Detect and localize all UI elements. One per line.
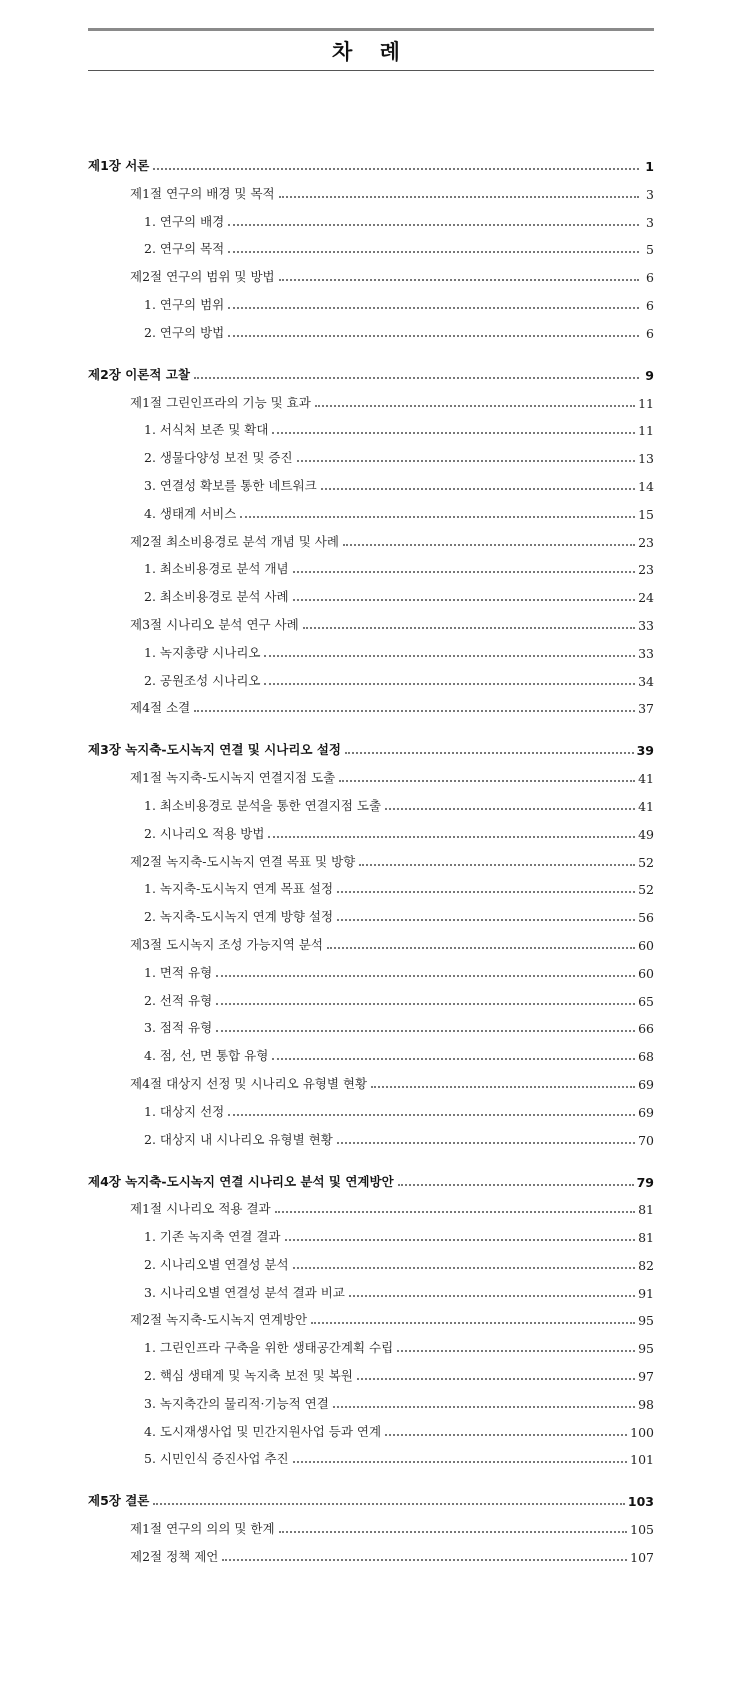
toc-subsection-entry-page-number: 69 (638, 1104, 654, 1120)
toc-subsection-entry[interactable] (88, 1414, 654, 1442)
toc-subsection-entry-label: 2. 핵심 생태계 및 녹지축 보전 및 복원 (144, 1368, 353, 1384)
toc-subsection-entry-page-number: 101 (630, 1452, 654, 1468)
toc-subsection-entry-label: 2. 공원조성 시나리오 (144, 672, 261, 688)
chapter-block (88, 730, 654, 1149)
toc-subsection-entry-page-number: 15 (638, 506, 654, 522)
dot-leader (337, 1142, 635, 1144)
dot-leader (357, 1378, 635, 1380)
dot-leader (216, 975, 635, 977)
toc-subsection-entry-label: 1. 최소비용경로 분석을 통한 연결지점 도출 (144, 797, 382, 813)
toc-subsection-entry[interactable] (88, 468, 654, 496)
toc-chapter-entry-page-number: 9 (645, 367, 654, 383)
toc-subsection-entry-page-number: 6 (646, 325, 654, 341)
toc-subsection-entry[interactable] (88, 287, 654, 315)
toc-subsection-entry-label: 2. 생물다양성 보전 및 증진 (144, 450, 293, 466)
toc-chapter-entry[interactable] (88, 730, 654, 760)
toc-section-entry[interactable] (88, 1066, 654, 1094)
dot-leader (321, 488, 635, 490)
toc-section-entry[interactable] (88, 1303, 654, 1331)
dot-leader (398, 1184, 634, 1186)
dot-leader (228, 224, 639, 226)
toc-subsection-entry-page-number: 24 (638, 590, 654, 606)
toc-section-entry-label: 제2절 연구의 범위 및 방법 (130, 269, 275, 285)
dot-leader (349, 1295, 635, 1297)
toc-subsection-entry[interactable] (88, 552, 654, 580)
toc-subsection-entry-label: 3. 시나리오별 연결성 분석 결과 비교 (144, 1284, 345, 1300)
toc-chapter-entry-page-number: 39 (636, 743, 654, 759)
toc-subsection-entry[interactable] (88, 1122, 654, 1150)
dot-leader (268, 836, 635, 838)
toc-subsection-entry[interactable] (88, 663, 654, 691)
toc-subsection-entry-page-number: 41 (638, 798, 654, 814)
toc-subsection-entry-page-number: 100 (630, 1424, 654, 1440)
toc-subsection-entry-page-number: 70 (638, 1132, 654, 1148)
toc-subsection-entry-page-number: 33 (638, 645, 654, 661)
dot-leader (293, 571, 635, 573)
toc-subsection-entry[interactable] (88, 788, 654, 816)
toc-subsection-entry-label: 5. 시민인식 증진사업 추진 (144, 1451, 289, 1467)
toc-subsection-entry-label: 1. 그린인프라 구축을 위한 생태공간계획 수립 (144, 1340, 394, 1356)
toc-subsection-entry-page-number: 34 (638, 673, 654, 689)
dot-leader (240, 516, 635, 518)
dot-leader (343, 544, 635, 546)
table-of-contents (88, 146, 654, 1579)
toc-subsection-entry-label: 1. 최소비용경로 분석 개념 (144, 561, 289, 577)
toc-subsection-entry-label: 2. 시나리오 적용 방법 (144, 825, 265, 841)
title-underline (88, 70, 654, 71)
toc-chapter-entry-page-number: 103 (627, 1494, 654, 1510)
toc-subsection-entry-label: 2. 최소비용경로 분석 사례 (144, 589, 289, 605)
dot-leader (303, 627, 635, 629)
toc-section-entry-label: 제1절 녹지축-도시녹지 연결지점 도출 (130, 770, 336, 786)
toc-section-entry[interactable] (88, 259, 654, 287)
dot-leader (222, 1559, 627, 1561)
toc-subsection-entry-page-number: 98 (638, 1396, 654, 1412)
toc-section-entry[interactable] (88, 760, 654, 788)
toc-section-entry-label: 제2절 최소비용경로 분석 개념 및 사례 (130, 533, 339, 549)
toc-subsection-entry[interactable] (88, 496, 654, 524)
toc-subsection-entry-label: 4. 점, 선, 면 통합 유형 (144, 1048, 269, 1064)
dot-leader (194, 710, 635, 712)
dot-leader (385, 808, 635, 810)
toc-subsection-entry-page-number: 5 (646, 242, 654, 258)
toc-subsection-entry-label: 2. 녹지축-도시녹지 연계 방향 설정 (144, 909, 334, 925)
toc-subsection-entry-label: 2. 대상지 내 시나리오 유형별 현황 (144, 1131, 333, 1147)
toc-subsection-entry-label: 1. 연구의 배경 (144, 213, 225, 229)
dot-leader (371, 1086, 635, 1088)
chapter-block (88, 1481, 654, 1567)
toc-subsection-entry-label: 2. 시나리오별 연결성 분석 (144, 1256, 289, 1272)
toc-subsection-entry[interactable] (88, 1358, 654, 1386)
dot-leader (285, 1239, 636, 1241)
dot-leader (228, 251, 639, 253)
dot-leader (333, 1406, 635, 1408)
toc-section-entry-page-number: 23 (638, 534, 654, 550)
toc-section-entry-page-number: 95 (638, 1313, 654, 1329)
dot-leader (293, 1267, 635, 1269)
toc-subsection-entry[interactable] (88, 1330, 654, 1358)
toc-section-entry-page-number: 81 (638, 1202, 654, 1218)
toc-section-entry-page-number: 33 (638, 617, 654, 633)
toc-subsection-entry-label: 3. 녹지축간의 물리적·기능적 연결 (144, 1395, 329, 1411)
toc-section-entry[interactable] (88, 385, 654, 413)
toc-section-entry-label: 제4절 소결 (130, 700, 191, 716)
toc-subsection-entry-label: 2. 연구의 방법 (144, 324, 225, 340)
toc-section-entry-page-number: 105 (630, 1522, 654, 1538)
dot-leader (297, 460, 636, 462)
toc-section-entry-page-number: 11 (638, 395, 654, 411)
toc-subsection-entry[interactable] (88, 1247, 654, 1275)
toc-subsection-entry-page-number: 97 (638, 1369, 654, 1385)
toc-chapter-entry[interactable] (88, 1162, 654, 1192)
dot-leader (216, 1003, 635, 1005)
dot-leader (385, 1434, 627, 1436)
toc-subsection-entry-label: 1. 기존 녹지축 연결 결과 (144, 1229, 281, 1245)
chapter-block (88, 1162, 654, 1470)
toc-subsection-entry-page-number: 23 (638, 562, 654, 578)
dot-leader (293, 1461, 628, 1463)
toc-chapter-entry[interactable] (88, 1481, 654, 1511)
toc-subsection-entry[interactable] (88, 955, 654, 983)
page-title: 차 례 (332, 40, 410, 64)
toc-subsection-entry-label: 3. 연결성 확보를 통한 네트워크 (144, 477, 317, 493)
toc-section-entry[interactable] (88, 1511, 654, 1539)
toc-chapter-entry[interactable] (88, 146, 654, 176)
chapter-block (88, 146, 654, 343)
dot-leader (228, 307, 639, 309)
toc-subsection-entry-label: 4. 생태계 서비스 (144, 505, 237, 521)
toc-subsection-entry-page-number: 82 (638, 1257, 654, 1273)
toc-subsection-entry-page-number: 14 (638, 478, 654, 494)
toc-subsection-entry[interactable] (88, 1011, 654, 1039)
toc-section-entry-page-number: 37 (638, 701, 654, 717)
dot-leader (337, 919, 635, 921)
toc-section-entry-label: 제2절 녹지축-도시녹지 연계방안 (130, 1312, 308, 1328)
toc-section-entry-label: 제1절 연구의 의의 및 한계 (130, 1521, 275, 1537)
toc-subsection-entry[interactable] (88, 315, 654, 343)
toc-subsection-entry[interactable] (88, 899, 654, 927)
toc-subsection-entry[interactable] (88, 816, 654, 844)
dot-leader (279, 196, 639, 198)
top-rule (88, 28, 654, 31)
toc-subsection-entry-page-number: 95 (638, 1341, 654, 1357)
toc-section-entry-page-number: 41 (638, 771, 654, 787)
toc-section-entry-label: 제1절 연구의 배경 및 목적 (130, 185, 275, 201)
toc-subsection-entry[interactable] (88, 232, 654, 260)
toc-section-entry-page-number: 107 (630, 1550, 654, 1566)
dot-leader (264, 655, 635, 657)
toc-subsection-entry[interactable] (88, 440, 654, 468)
toc-subsection-entry[interactable] (88, 1275, 654, 1303)
dot-leader (359, 864, 635, 866)
chapter-block (88, 355, 654, 719)
dot-leader (327, 947, 635, 949)
dot-leader (228, 335, 639, 337)
toc-chapter-entry-label: 제2장 이론적 고찰 (88, 366, 190, 382)
dot-leader (228, 1114, 635, 1116)
dot-leader (345, 752, 634, 754)
toc-section-entry-label: 제3절 도시녹지 조성 가능지역 분석 (130, 936, 323, 952)
toc-subsection-entry[interactable] (88, 1038, 654, 1066)
toc-subsection-entry[interactable] (88, 1094, 654, 1122)
toc-subsection-entry-page-number: 6 (646, 297, 654, 313)
dot-leader (194, 377, 639, 379)
toc-subsection-entry-page-number: 13 (638, 451, 654, 467)
toc-section-entry-page-number: 60 (638, 937, 654, 953)
toc-section-entry[interactable] (88, 176, 654, 204)
toc-subsection-entry-page-number: 68 (638, 1049, 654, 1065)
toc-section-entry[interactable] (88, 524, 654, 552)
toc-subsection-entry[interactable] (88, 635, 654, 663)
toc-section-entry[interactable] (88, 844, 654, 872)
toc-subsection-entry-page-number: 3 (646, 214, 654, 230)
toc-section-entry-label: 제4절 대상지 선정 및 시나리오 유형별 현황 (130, 1075, 368, 1091)
dot-leader (311, 1322, 635, 1324)
toc-subsection-entry-label: 2. 선적 유형 (144, 992, 213, 1008)
toc-section-entry-label: 제3절 시나리오 분석 연구 사례 (130, 616, 299, 632)
toc-subsection-entry-label: 4. 도시재생사업 및 민간지원사업 등과 연계 (144, 1423, 382, 1439)
toc-section-entry-label: 제2절 녹지축-도시녹지 연결 목표 및 방향 (130, 853, 356, 869)
toc-subsection-entry-page-number: 52 (638, 882, 654, 898)
dot-leader (153, 168, 639, 170)
toc-chapter-entry-label: 제5장 결론 (88, 1493, 150, 1509)
toc-chapter-entry-label: 제4장 녹지축-도시녹지 연결 시나리오 분석 및 연계방안 (88, 1173, 394, 1189)
toc-chapter-entry[interactable] (88, 355, 654, 385)
toc-subsection-entry-page-number: 49 (638, 826, 654, 842)
toc-section-entry-page-number: 52 (638, 854, 654, 870)
toc-subsection-entry[interactable] (88, 1219, 654, 1247)
toc-subsection-entry-label: 1. 서식처 보존 및 확대 (144, 422, 269, 438)
toc-subsection-entry-page-number: 11 (638, 423, 654, 439)
toc-subsection-entry[interactable] (88, 872, 654, 900)
toc-subsection-entry-page-number: 91 (638, 1285, 654, 1301)
toc-subsection-entry[interactable] (88, 1386, 654, 1414)
dot-leader (272, 1058, 635, 1060)
toc-section-entry-page-number: 3 (646, 186, 654, 202)
toc-subsection-entry[interactable] (88, 204, 654, 232)
toc-subsection-entry-page-number: 56 (638, 910, 654, 926)
toc-subsection-entry[interactable] (88, 1442, 654, 1470)
toc-subsection-entry-label: 1. 면적 유형 (144, 964, 213, 980)
toc-subsection-entry-page-number: 66 (638, 1021, 654, 1037)
toc-subsection-entry[interactable] (88, 579, 654, 607)
toc-subsection-entry-page-number: 65 (638, 993, 654, 1009)
dot-leader (397, 1350, 635, 1352)
toc-chapter-entry-label: 제1장 서론 (88, 158, 150, 173)
toc-section-entry-label: 제1절 시나리오 적용 결과 (130, 1201, 271, 1217)
toc-subsection-entry[interactable] (88, 413, 654, 441)
toc-section-entry-page-number: 69 (638, 1076, 654, 1092)
dot-leader (339, 780, 635, 782)
dot-leader (279, 1531, 628, 1533)
toc-section-entry-label: 제2절 정책 제언 (130, 1549, 219, 1565)
toc-subsection-entry-page-number: 60 (638, 965, 654, 981)
toc-section-entry-page-number: 6 (646, 270, 654, 286)
dot-leader (272, 432, 635, 434)
toc-subsection-entry-label: 1. 녹지총량 시나리오 (144, 644, 261, 660)
toc-section-entry[interactable] (88, 691, 654, 719)
toc-chapter-entry-page-number: 1 (645, 159, 654, 174)
toc-section-entry-label: 제1절 그린인프라의 기능 및 효과 (130, 394, 311, 410)
toc-subsection-entry-page-number: 81 (638, 1230, 654, 1246)
toc-chapter-entry-label: 제3장 녹지축-도시녹지 연결 및 시나리오 설정 (88, 742, 341, 758)
toc-subsection-entry-label: 2. 연구의 목적 (144, 241, 225, 257)
toc-subsection-entry-label: 3. 점적 유형 (144, 1020, 213, 1036)
toc-subsection-entry-label: 1. 녹지축-도시녹지 연계 목표 설정 (144, 881, 334, 897)
dot-leader (153, 1503, 625, 1505)
dot-leader (315, 405, 635, 407)
dot-leader (337, 891, 635, 893)
toc-subsection-entry-label: 1. 대상지 선정 (144, 1103, 225, 1119)
toc-section-entry[interactable] (88, 1192, 654, 1220)
dot-leader (216, 1030, 635, 1032)
dot-leader (264, 683, 635, 685)
toc-subsection-entry-label: 1. 연구의 범위 (144, 296, 225, 312)
toc-chapter-entry-page-number: 79 (636, 1174, 654, 1190)
toc-section-entry[interactable] (88, 607, 654, 635)
dot-leader (293, 599, 635, 601)
toc-section-entry[interactable] (88, 1539, 654, 1567)
toc-subsection-entry[interactable] (88, 983, 654, 1011)
dot-leader (279, 279, 639, 281)
toc-section-entry[interactable] (88, 927, 654, 955)
dot-leader (275, 1211, 635, 1213)
